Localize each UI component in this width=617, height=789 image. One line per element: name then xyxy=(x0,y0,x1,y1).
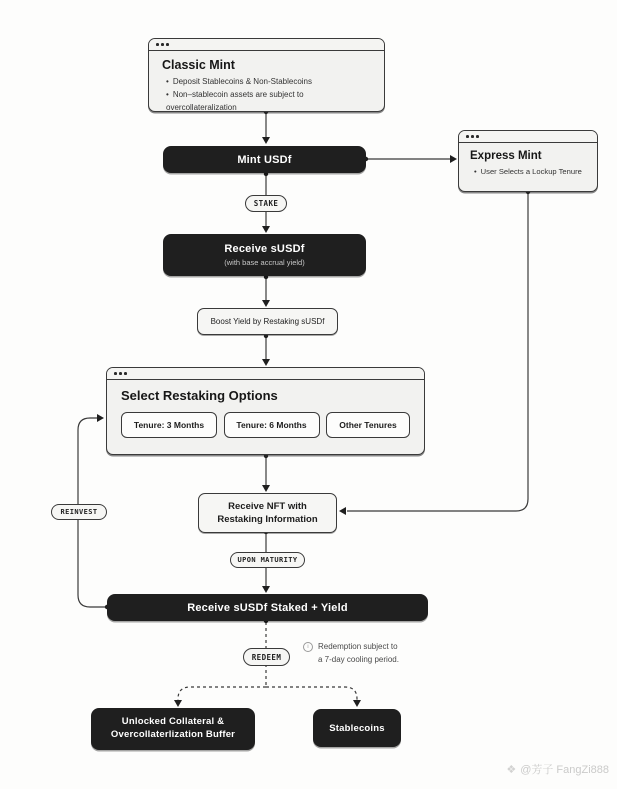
window-titlebar xyxy=(149,39,384,51)
classic-mint-title: Classic Mint xyxy=(162,58,235,72)
upon-maturity-pill: UPON MATURITY xyxy=(230,552,305,568)
stablecoins-node xyxy=(313,709,401,747)
info-icon: i xyxy=(303,642,313,652)
redeem-pill: REDEEM xyxy=(243,648,290,666)
stake-pill: STAKE xyxy=(245,195,287,212)
window-titlebar xyxy=(107,368,424,380)
receive-staked-yield-node xyxy=(107,594,428,621)
tenure-3-months-button: Tenure: 3 Months xyxy=(121,412,217,438)
window-titlebar xyxy=(459,131,597,143)
express-mint-window xyxy=(458,130,598,192)
classic-mint-bullet: • Deposit Stablecoins & Non-Stablecoins xyxy=(166,76,371,89)
reinvest-pill: REINVEST xyxy=(51,504,107,520)
classic-mint-bullet: • Non–stablecoin assets are subject to overcollateralization xyxy=(166,89,371,112)
tenure-6-months-button: Tenure: 6 Months xyxy=(224,412,320,438)
other-tenures-button: Other Tenures xyxy=(326,412,410,438)
edge-redeem-left xyxy=(178,687,266,700)
unlocked-collateral-line1: Unlocked Collateral & xyxy=(121,716,225,728)
express-mint-bullet: • User Selects a Lockup Tenure xyxy=(474,166,586,178)
redemption-note xyxy=(303,641,399,667)
window-dot-icon xyxy=(471,135,474,138)
diamond-icon: ❖ xyxy=(506,763,517,776)
mint-usdf-label: Mint USDf xyxy=(237,153,292,166)
select-restaking-window xyxy=(106,367,425,455)
receive-susdf-node xyxy=(163,234,366,276)
window-dot-icon xyxy=(119,372,122,375)
window-dot-icon xyxy=(466,135,469,138)
edge-expressmint-nft xyxy=(347,192,528,511)
receive-nft-line1: Receive NFT with xyxy=(228,500,307,512)
window-dot-icon xyxy=(476,135,479,138)
window-dot-icon xyxy=(114,372,117,375)
mint-usdf-node xyxy=(163,146,366,173)
window-dot-icon xyxy=(156,43,159,46)
receive-nft-node xyxy=(198,493,337,533)
receive-susdf-label: Receive sUSDf xyxy=(224,243,305,256)
redemption-note-line2: a 7-day cooling period. xyxy=(318,654,399,664)
redemption-note-line1: Redemption subject to xyxy=(318,642,398,651)
watermark xyxy=(506,761,609,777)
express-mint-title: Express Mint xyxy=(470,150,542,162)
window-dot-icon xyxy=(124,372,127,375)
receive-staked-yield-label: Receive sUSDf Staked + Yield xyxy=(187,601,348,614)
receive-susdf-subtitle: (with base accrual yield) xyxy=(224,257,305,267)
edge-redeem-right xyxy=(266,687,357,700)
select-restaking-title: Select Restaking Options xyxy=(121,388,278,403)
stablecoins-label: Stablecoins xyxy=(329,722,385,734)
unlocked-collateral-line2: Overcollaterlization Buffer xyxy=(110,729,236,740)
unlocked-collateral-node xyxy=(91,708,255,750)
classic-mint-window xyxy=(148,38,385,112)
window-dot-icon xyxy=(161,43,164,46)
boost-yield-node: Boost Yield by Restaking sUSDf xyxy=(197,308,338,335)
watermark-text: @芳子 FangZi888 xyxy=(520,764,609,776)
window-dot-icon xyxy=(166,43,169,46)
receive-nft-line2: Restaking Information xyxy=(217,514,318,525)
